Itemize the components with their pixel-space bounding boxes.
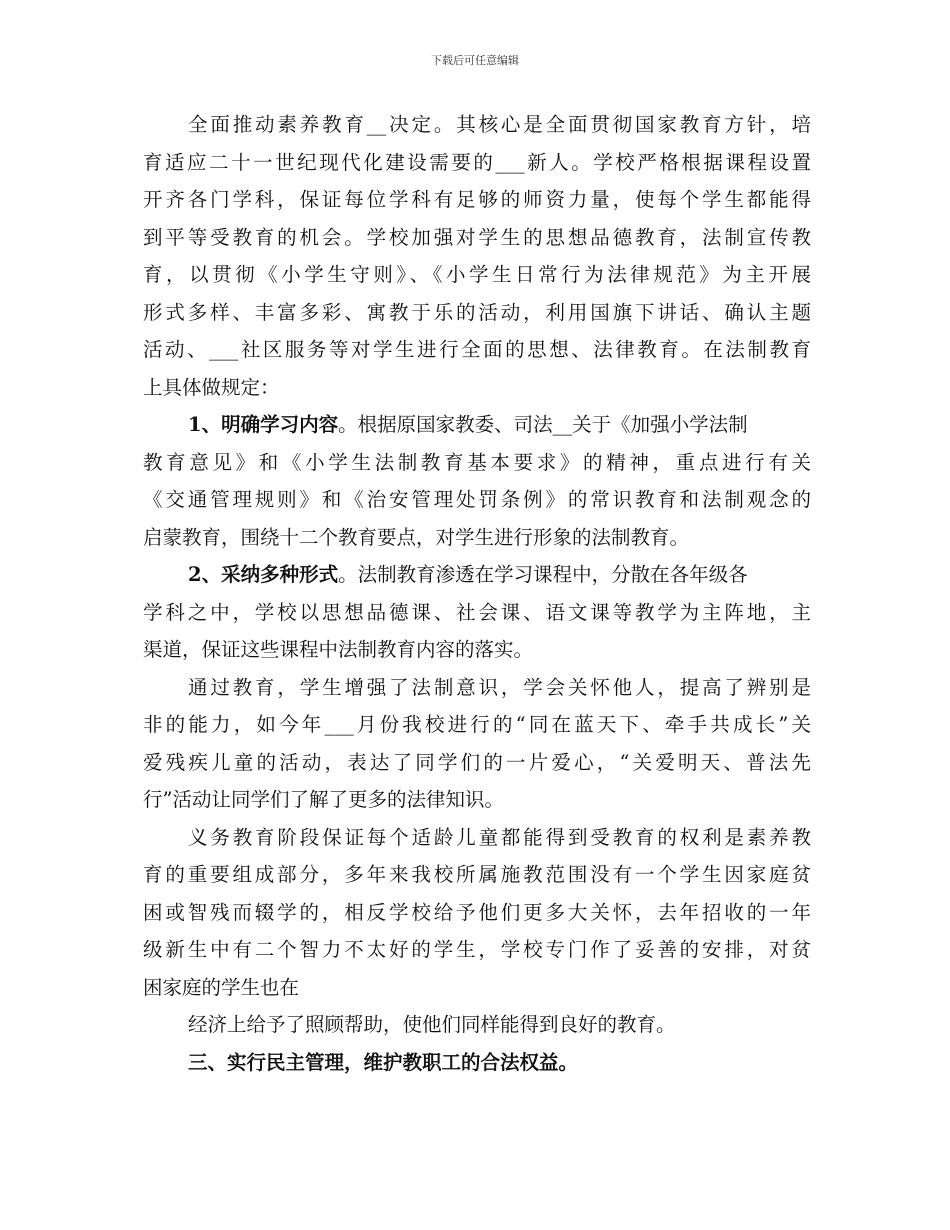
inline-heading: 2、采纳多种形式 (188, 563, 339, 586)
text-line: 通过教育，学生增强了法制意识，学会关怀他人，提高了辨别是 (188, 675, 811, 699)
text-line: 《交通管理规则》和《治安管理处罚条例》的常识教育和法制观念的 (143, 488, 811, 511)
text-line: 爱残疾儿童的活动，表达了同学们的一片爱心，“关爱明天、普法先 (143, 750, 811, 774)
text-line: 行”活动让同学们了解了更多的法律知识。 (143, 788, 504, 811)
text-line: 到平等受教育的机会。学校加强对学生的思想品德教育，法制宣传教 (143, 225, 811, 249)
page-header: 下载后可任意编辑 (431, 54, 519, 67)
text-line (143, 406, 811, 444)
inline-heading: 1、明确学习内容 (188, 413, 339, 436)
text-line: 非的能力，如今年___月份我校进行的“同在蓝天下、牵手共成长”关 (143, 713, 811, 736)
paragraph (143, 819, 811, 1007)
text-line: 形式多样、丰富多彩、寓教于乐的活动，利用国旗下讲话、确认主题 (143, 300, 811, 324)
text-run: 。根据原国家教委、司法__关于《加强小学法制 (338, 413, 748, 436)
text-line: 渠道，保证这些课程中法制教育内容的落实。 (143, 638, 534, 661)
section-heading (143, 1044, 811, 1082)
text-line: 级新生中有二个智力不太好的学生，学校专门作了妥善的安排，对贫 (143, 938, 811, 961)
text-line (143, 556, 811, 594)
text-line: 启蒙教育，围绕十二个教育要点，对学生进行形象的法制教育。 (143, 525, 690, 549)
text-run: 。法制教育渗透在学习课程中，分散在各年级各 (338, 563, 748, 586)
text-line: 育的重要组成部分，多年来我校所属施教范围没有一个学生因家庭贫 (143, 863, 811, 886)
text-line: 全面推动素养教育__决定。其核心是全面贯彻国家教育方针，培 (188, 113, 811, 136)
text-line: 教育意见》和《小学生法制教育基本要求》的精神，重点进行有关 (143, 450, 811, 474)
text-line: 育，以贯彻《小学生守则》、《小学生日常行为法律规范》为主开展 (143, 263, 811, 286)
text-line: 学科之中，学校以思想品德课、社会课、语文课等教学为主阵地，主 (143, 600, 811, 624)
text-line: 困或智残而辍学的，相反学校给予他们更多大关怀，去年招收的一年 (143, 900, 811, 924)
text-line: 义务教育阶段保证每个适龄儿童都能得到受教育的权利是素养教 (188, 825, 811, 849)
text-line: 活动、___社区服务等对学生进行全面的思想、法律教育。在法制教育 (143, 338, 811, 361)
text-line: 育适应二十一世纪现代化建设需要的___新人。学校严格根据课程设置 (143, 150, 811, 174)
paragraph (143, 556, 811, 669)
paragraph (143, 106, 811, 406)
text-line: 困家庭的学生也在 (143, 975, 300, 999)
section-heading-text: 三、实行民主管理，维护教职工的合法权益。 (188, 1050, 579, 1074)
document-body (143, 106, 811, 1081)
paragraph (143, 1006, 811, 1044)
paragraph (143, 406, 811, 556)
text-line: 上具体做规定： (143, 375, 280, 399)
paragraph (143, 669, 811, 819)
text-line: 开齐各门学科，保证每位学科有足够的师资力量，使每个学生都能得 (143, 188, 811, 211)
text-line: 经济上给予了照顾帮助，使他们同样能得到良好的教育。 (188, 1013, 676, 1036)
